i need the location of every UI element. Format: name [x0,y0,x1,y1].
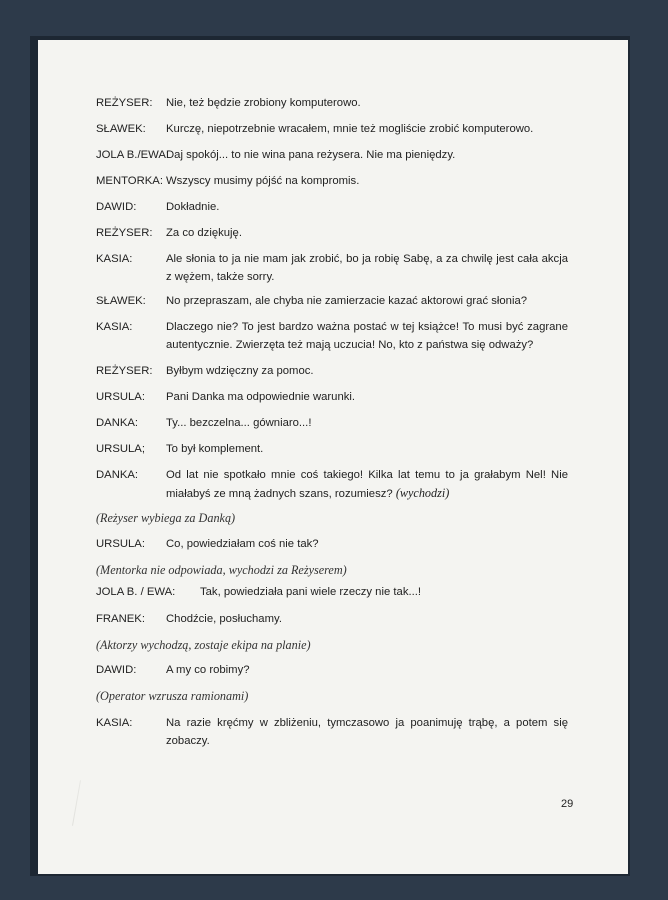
dialogue-text: Dokładnie. [166,201,220,213]
dialogue-text: Pani Danka ma odpowiednie warunki. [166,391,356,403]
stage-direction-inline: (wychodzi) [395,486,450,500]
dialogue-text: Co, powiedziałam coś nie tak? [166,538,319,550]
dialogue-text: Tak, powiedziała pani wiele rzeczy nie tak...! [200,586,422,598]
speaker-name: REŻYSER: [96,227,153,239]
speaker-name: SŁAWEK: [96,123,146,135]
dialogue-line [96,318,616,354]
dialogue-line [96,250,616,286]
speaker-name: URSULA: [96,391,145,403]
dialogue-text: Na razie kręćmy w zbliżeniu, tymczasowo ja poanimuję trąbę, a potem się zobaczy. [166,717,568,747]
speaker-name: JOLA B. / EWA: [96,586,176,598]
dialogue-text: Wszyscy musimy pójść na kompromis. [166,175,360,187]
speaker-name: URSULA: [96,538,145,550]
speaker-name: DAWID: [96,201,137,213]
page-number: 29 [561,798,574,810]
speaker-name: REŻYSER: [96,97,153,109]
stage-direction: (Aktorzy wychodzą, zostaje ekipa na planie) [96,638,311,652]
dialogue-text: Kurczę, niepotrzebnie wracałem, mnie też mogliście zrobić komputerowo. [166,123,534,135]
speaker-name: URSULA; [96,443,145,455]
speaker-name: DANKA: [96,469,139,481]
dialogue-text: Nie, też będzie zrobiony komputerowo. [166,97,361,109]
dialogue-text: Daj spokój... to nie wina pana reżysera. Nie ma pieniędzy. [166,149,456,161]
speaker-name: KASIA: [96,717,133,729]
speaker-name: DANKA: [96,417,139,429]
stage-direction: (Reżyser wybiega za Danką) [96,511,236,525]
dialogue-text: Dlaczego nie? To jest bardzo ważna postać w tej książce! To musi być zagrane autentycznie. Zwierzęta też mają uczucia! No, kto z państwa się odważy? [166,321,568,351]
speaker-name: JOLA B./EWA: [96,149,170,161]
speaker-name: SŁAWEK: [96,295,146,307]
speaker-name: FRANEK: [96,613,145,625]
dialogue-text: Ty... bezczelna... gówniaro...! [166,417,312,429]
speaker-name: KASIA: [96,321,133,333]
dialogue-text: Chodźcie, posłuchamy. [166,613,282,625]
dialogue-text: No przepraszam, ale chyba nie zamierzacie kazać aktorowi grać słonia? [166,295,528,307]
script-page [38,40,628,874]
stage-direction: (Mentorka nie odpowiada, wychodzi za Reżyserem) [96,563,347,577]
dialogue-text: Za co dziękuję. [166,227,242,239]
dialogue-text: Byłbym wdzięczny za pomoc. [166,365,314,377]
scan-smudge [72,780,81,825]
dialogue-text: A my co robimy? [166,664,250,676]
dialogue-text: To był komplement. [166,443,264,455]
dialogue-text [166,466,568,503]
dialogue-text-main: Od lat nie spotkało mnie coś takiego! Kilka lat temu to ja grałabym Nel! Nie miałabyś ze mną żadnych szans, rozumiesz? [166,469,568,500]
stage-direction: (Operator wzrusza ramionami) [96,689,249,703]
speaker-name: KASIA: [96,253,133,265]
speaker-name: REŻYSER: [96,365,153,377]
dialogue-text: Ale słonia to ja nie mam jak zrobić, bo ja robię Sabę, a za chwilę jest cała akcja z wężem, także sorry. [166,253,568,283]
speaker-name: MENTORKA: [96,175,163,187]
dialogue-line [96,466,616,502]
speaker-name: DAWID: [96,664,137,676]
